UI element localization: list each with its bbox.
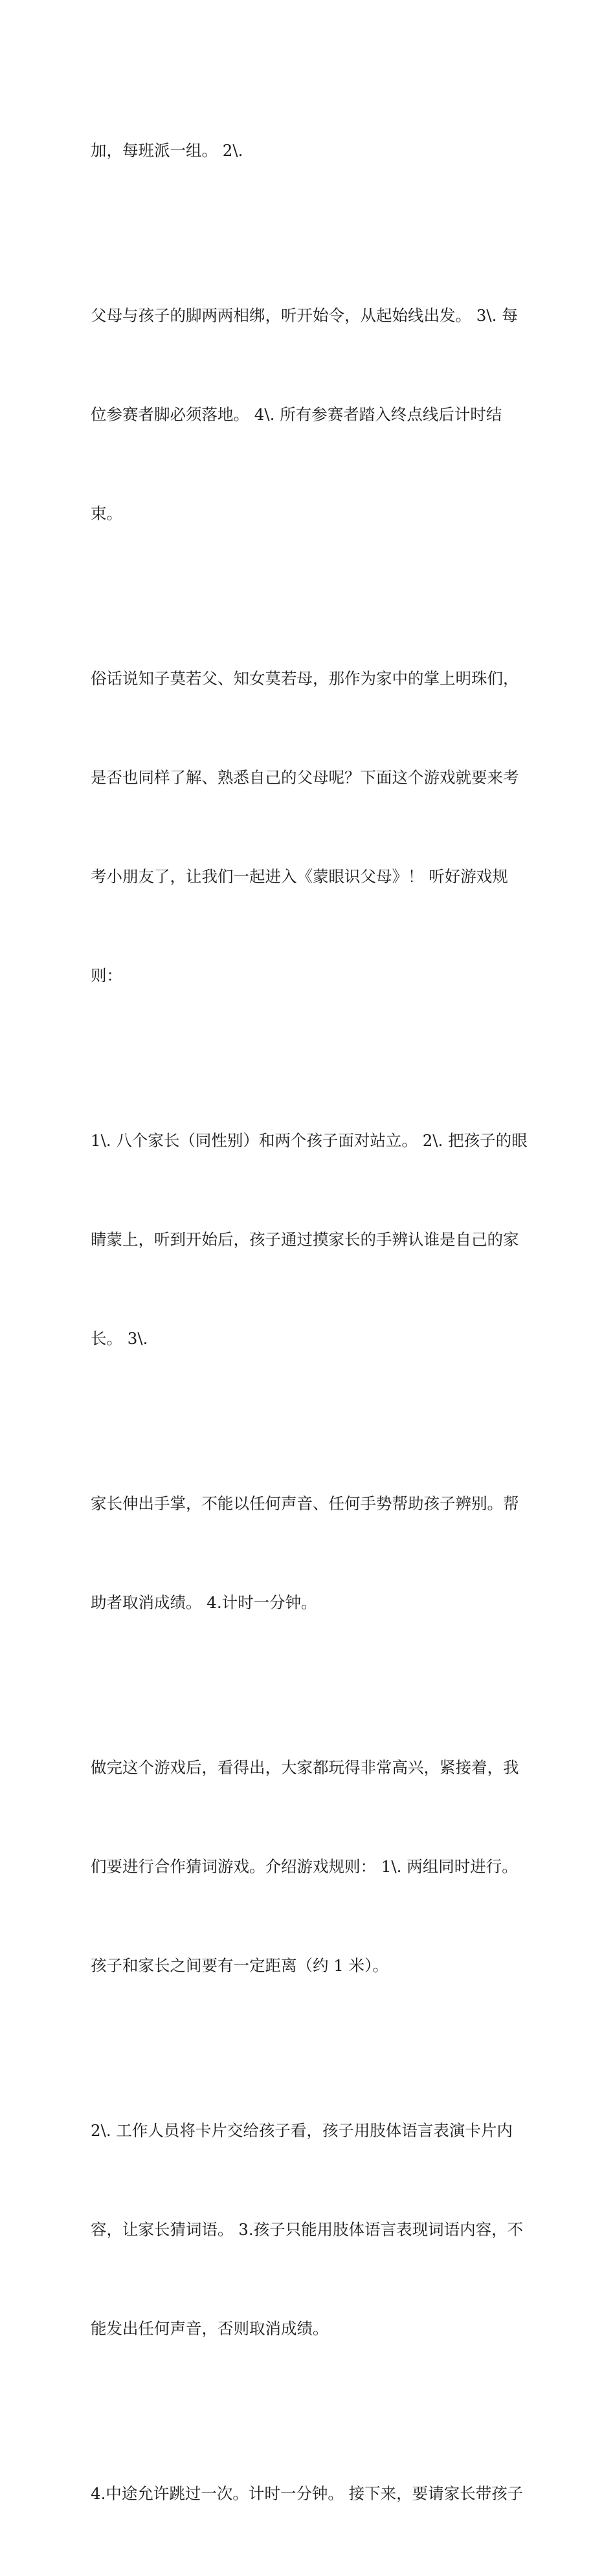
text-line: 束。 (91, 504, 122, 523)
text-line: 孩子和家长之间要有一定距离（约 1 米）。 (91, 1956, 388, 1975)
text-line: 俗话说知子莫若父、知女莫若母，那作为家中的掌上明珠们， (91, 669, 519, 688)
paragraph-7 (91, 2048, 531, 2411)
paragraph-8 (91, 2411, 531, 2576)
text-line: 做完这个游戏后，看得出，大家都玩得非常高兴，紧接着，我 (91, 1758, 519, 1777)
text-line: 4.中途允许跳过一次。计时一分钟。 接下来，要请家长带孩子 (91, 2484, 524, 2503)
paragraph-4 (91, 1058, 531, 1421)
text-line: 考小朋友了，让我们一起进入《蒙眼识父母》！ 听好游戏规 (91, 867, 508, 886)
paragraph-1 (91, 68, 531, 233)
text-line: 睛蒙上，听到开始后，孩子通过摸家长的手辨认谁是自己的家 (91, 1230, 519, 1249)
text-line: 容，让家长猜词语。 3.孩子只能用肢体语言表现词语内容，不 (91, 2220, 524, 2239)
text-line: 是否也同样了解、熟悉自己的父母呢？下面这个游戏就要来考 (91, 768, 519, 787)
text-line: 位参赛者脚必须落地。 4\. 所有参赛者踏入终点线后计时结 (91, 405, 502, 424)
text-line: 长。 3\. (91, 1329, 148, 1348)
paragraph-2 (91, 233, 531, 596)
document-body (91, 68, 531, 2576)
text-line: 能发出任何声音，否则取消成绩。 (91, 2319, 329, 2338)
text-line: 加，每班派一组。 2\. (91, 141, 243, 160)
paragraph-6 (91, 1685, 531, 2048)
paragraph-5 (91, 1421, 531, 1685)
text-line: 则： (91, 966, 122, 985)
text-line: 父母与孩子的脚两两相绑，听开始令，从起始线出发。 3\. 每 (91, 306, 518, 325)
text-line: 2\. 工作人员将卡片交给孩子看，孩子用肢体语言表演卡片内 (91, 2121, 513, 2140)
text-line: 们要进行合作猜词游戏。介绍游戏规则： 1\. 两组同时进行。 (91, 1857, 518, 1876)
paragraph-3 (91, 596, 531, 1058)
text-line: 家长伸出手掌，不能以任何声音、任何手势帮助孩子辨别。帮 (91, 1494, 519, 1513)
text-line: 助者取消成绩。 4.计时一分钟。 (91, 1593, 317, 1612)
text-line: 1\. 八个家长（同性别）和两个孩子面对站立。 2\. 把孩子的眼 (91, 1131, 528, 1150)
